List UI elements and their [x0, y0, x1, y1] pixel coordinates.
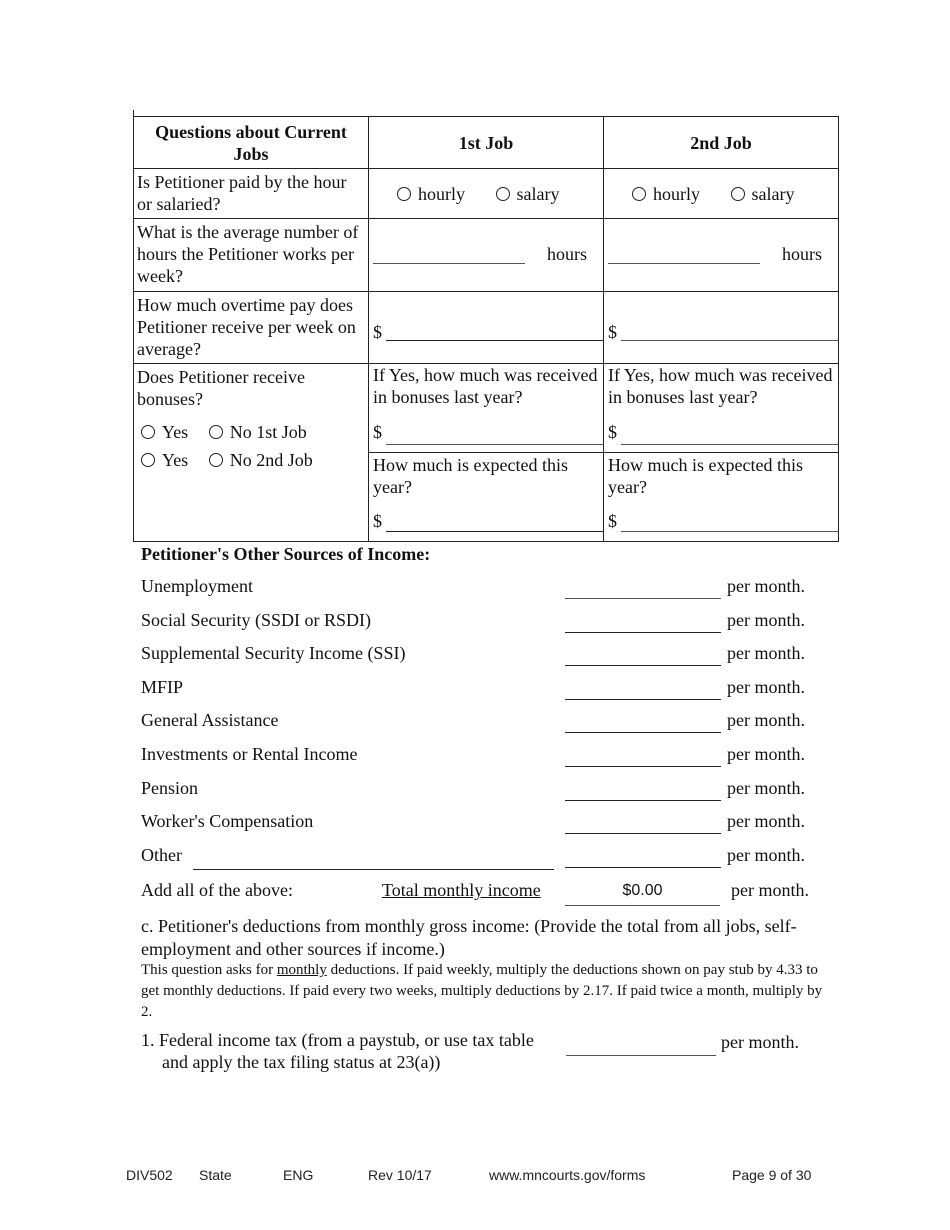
income-per-month: per month.: [727, 778, 805, 798]
radio-bonus-no-2nd[interactable]: No 2nd Job: [209, 450, 313, 470]
total-monthly-income-label: Total monthly income: [382, 880, 541, 900]
bonus-last-year-2nd-input[interactable]: [621, 444, 839, 445]
income-amount-input[interactable]: [565, 800, 721, 801]
hours-2nd-input[interactable]: [608, 263, 760, 264]
income-amount-input[interactable]: [565, 867, 721, 868]
bonus-question-cell: Does Petitioner receive bonuses? Yes No 1st Job Yes No 2nd Job: [134, 364, 369, 542]
hours-question: What is the average number of hours the Petitioner works per week?: [134, 219, 369, 292]
deductions-note: This question asks for monthly deductions. If paid weekly, multiply the deductions shown on pay stub by 4.33 to get monthly deductions. If paid every two weeks, multiply deductions by 2.17. If paid twice a month, multiply by 2.: [141, 962, 823, 1020]
hours-2nd-job: hours: [604, 219, 839, 292]
income-per-month: per month.: [727, 677, 805, 697]
income-item-label: Supplemental Security Income (SSI): [141, 643, 406, 663]
income-item-label: Pension: [141, 778, 199, 798]
federal-tax-label-line2: and apply the tax filing status at 23(a)): [162, 1052, 441, 1072]
bonus-1st-job: If Yes, how much was received in bonuses last year? $ How much is expected this year? $: [369, 364, 604, 542]
radio-salary-1st[interactable]: salary: [496, 184, 560, 204]
income-item-label: Worker's Compensation: [141, 811, 314, 831]
income-amount-input[interactable]: [565, 598, 721, 599]
federal-tax-label-line1: 1. Federal income tax (from a paystub, or use tax table: [141, 1030, 534, 1050]
radio-hourly-2nd[interactable]: hourly: [632, 184, 700, 204]
footer-lang: ENG: [283, 1167, 314, 1183]
overtime-1st-input[interactable]: [386, 340, 604, 341]
deductions-heading: c. Petitioner's deductions from monthly gross income: (Provide the total from all jobs, self-employment and other sources if income.): [141, 916, 797, 959]
overtime-question: How much overtime pay does Petitioner receive per week on average?: [134, 292, 369, 364]
income-amount-input[interactable]: [565, 833, 721, 834]
radio-bonus-no-1st[interactable]: No 1st Job: [209, 422, 307, 442]
bonus-last-year-1st-input[interactable]: [386, 444, 604, 445]
income-amount-input[interactable]: [565, 732, 721, 733]
footer-url[interactable]: www.mncourts.gov/forms: [489, 1167, 646, 1183]
income-item-label: General Assistance: [141, 710, 279, 730]
federal-tax-per-month: per month.: [721, 1032, 799, 1052]
income-item-label: MFIP: [141, 677, 184, 697]
add-all-label: Add all of the above:: [141, 880, 293, 900]
footer-form-id: DIV502: [126, 1167, 173, 1183]
overtime-1st-job: $: [369, 292, 604, 364]
income-per-month: per month.: [727, 811, 805, 831]
income-item-label: Other: [141, 845, 182, 865]
income-per-month: per month.: [727, 710, 805, 730]
header-2nd-job: 2nd Job: [604, 117, 839, 169]
bonus-expected-2nd-input[interactable]: [621, 531, 839, 532]
income-amount-input[interactable]: [565, 665, 721, 666]
income-item-label: Social Security (SSDI or RSDI): [141, 610, 371, 630]
overtime-2nd-input[interactable]: [621, 340, 839, 341]
header-1st-job: 1st Job: [369, 117, 604, 169]
bonus-1st-options: [141, 421, 307, 443]
radio-bonus-yes-1st[interactable]: Yes: [141, 422, 188, 442]
other-income-description-input[interactable]: [193, 869, 554, 870]
income-per-month: per month.: [727, 643, 805, 663]
income-amount-input[interactable]: [565, 699, 721, 700]
radio-bonus-yes-2nd[interactable]: Yes: [141, 450, 188, 470]
income-item-label: Investments or Rental Income: [141, 744, 358, 764]
other-income-heading: Petitioner's Other Sources of Income:: [141, 544, 431, 564]
header-questions: Questions about Current Jobs: [134, 117, 369, 169]
paid-question: Is Petitioner paid by the hour or salaried?: [134, 169, 369, 219]
total-monthly-income-value[interactable]: $0.00: [622, 882, 663, 899]
income-per-month: per month.: [727, 576, 805, 596]
federal-tax-input[interactable]: [566, 1055, 716, 1056]
bonus-2nd-options: [141, 449, 313, 471]
footer-page: Page 9 of 30: [732, 1167, 812, 1183]
income-item-label: Unemployment: [141, 576, 253, 596]
radio-hourly-1st[interactable]: hourly: [397, 184, 465, 204]
footer-rev: Rev 10/17: [368, 1167, 432, 1183]
income-per-month: per month.: [727, 845, 805, 865]
overtime-2nd-job: $: [604, 292, 839, 364]
income-amount-input[interactable]: [565, 766, 721, 767]
income-amount-input[interactable]: [565, 632, 721, 633]
hours-1st-job: hours: [369, 219, 604, 292]
footer-state: State: [199, 1167, 232, 1183]
hours-1st-input[interactable]: [373, 263, 525, 264]
total-per-month: per month.: [731, 880, 809, 900]
income-per-month: per month.: [727, 610, 805, 630]
radio-salary-2nd[interactable]: salary: [731, 184, 795, 204]
paid-1st-job: [369, 169, 604, 219]
income-per-month: per month.: [727, 744, 805, 764]
current-jobs-table: [133, 116, 839, 542]
paid-2nd-job: [604, 169, 839, 219]
bonus-2nd-job: If Yes, how much was received in bonuses last year? $ How much is expected this year? $: [604, 364, 839, 542]
bonus-expected-1st-input[interactable]: [386, 531, 604, 532]
